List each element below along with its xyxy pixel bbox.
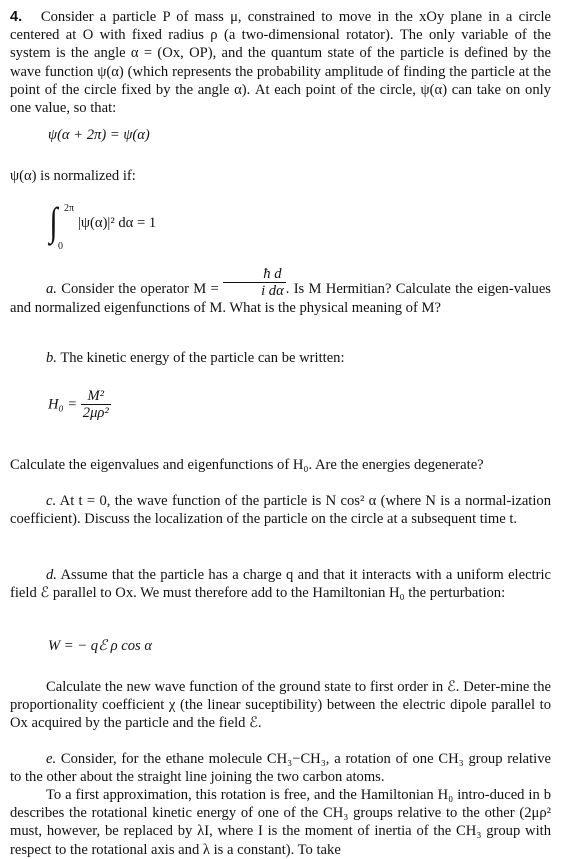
- part-b: [10, 349, 551, 367]
- operator-fraction: [223, 266, 286, 299]
- equation-perturbation: W = − qℰ ρ cos α: [48, 638, 152, 654]
- integrand: |ψ(α)|² dα = 1: [78, 215, 157, 231]
- part-e-label: e.: [46, 751, 57, 767]
- equation-hamiltonian: [48, 388, 111, 421]
- part-a: [10, 266, 551, 317]
- integral-upper-limit: 2π: [64, 203, 75, 214]
- operator-denominator: i dα: [261, 283, 284, 300]
- part-d-label: d.: [46, 567, 57, 583]
- part-e-paragraph-2: To a first approximation, this rotation is free, and the Hamiltonian H₀ intro-duced in b describes the rotational kinetic energy of one of the CH₃ groups relative to the other (2μρ² must, however, be replaced by λI, where I is the moment of inertia of the CH₃ group with respect to the rotational axis and λ is a constant). To take: [10, 787, 551, 858]
- integral-lower-limit: 0: [58, 241, 63, 252]
- problem-intro: [10, 8, 551, 117]
- hamiltonian-lhs: H₀ =: [48, 396, 78, 413]
- normalization-text: ψ(α) is normalized if:: [10, 168, 136, 184]
- part-e: [10, 750, 551, 786]
- part-d-followup: Calculate the new wave function of the ground state to first order in ℰ. Deter-mine the proportionality coefficient χ (the linear suceptibility) between the electric dipole parallel to Ox acquired by the particle and the field ℰ.: [10, 679, 551, 732]
- equation-periodicity: ψ(α + 2π) = ψ(α): [48, 127, 150, 143]
- intro-text: Consider a particle P of mass μ, constrained to move in the xOy plane in a circle centered at O with fixed radius ρ (a two-dimensional rotator). The only variable of the system is the angle α = (Ox, OP), and the quantum state of the particle is defined by the wave function ψ(α) (which represents the probability amplitude of finding the particle at the point of the circle fixed by the angle α). At each point of the circle, ψ(α) can take on only one value, so that:: [10, 9, 551, 117]
- part-b-followup: Calculate the eigenvalues and eigenfunctions of H₀. Are the energies degenerate?: [10, 457, 484, 473]
- part-e-text: Consider, for the ethane molecule CH₃−CH₃, a rotation of one CH₃ group relative to the other about the straight line joining the two carbon atoms.: [10, 751, 552, 786]
- part-c: [10, 492, 551, 528]
- part-d-text: Assume that the particle has a charge q and that it interacts with a uniform electric field ℰ parallel to Ox. We must therefore add to the Hamiltonian H₀ the perturbation:: [10, 567, 552, 602]
- hamiltonian-numerator: M²: [81, 388, 111, 405]
- part-c-text: At t = 0, the wave function of the particle is N cos² α (where N is a normal-ization coefficient). Discuss the localization of the particle on the circle at a subsequent time t.: [10, 493, 552, 528]
- part-b-text: The kinetic energy of the particle can be written:: [60, 350, 345, 366]
- integral-sign: ∫: [49, 199, 58, 244]
- part-a-label: a.: [46, 281, 57, 297]
- part-c-label: c.: [46, 493, 57, 509]
- hamiltonian-fraction: [81, 388, 111, 421]
- part-b-label: b.: [46, 350, 57, 366]
- hamiltonian-denominator: 2μρ²: [82, 405, 109, 421]
- operator-numerator: ħ d: [223, 266, 286, 283]
- part-a-text-before: Consider the operator M =: [61, 281, 219, 297]
- part-a-text-after: . Is M Hermitian? Calculate the eigen-values and normalized eigenfunctions of M. What is the physical meaning of M?: [10, 281, 551, 317]
- equation-normalization: [48, 199, 157, 252]
- problem-number: 4.: [10, 9, 23, 25]
- part-d: [10, 566, 551, 602]
